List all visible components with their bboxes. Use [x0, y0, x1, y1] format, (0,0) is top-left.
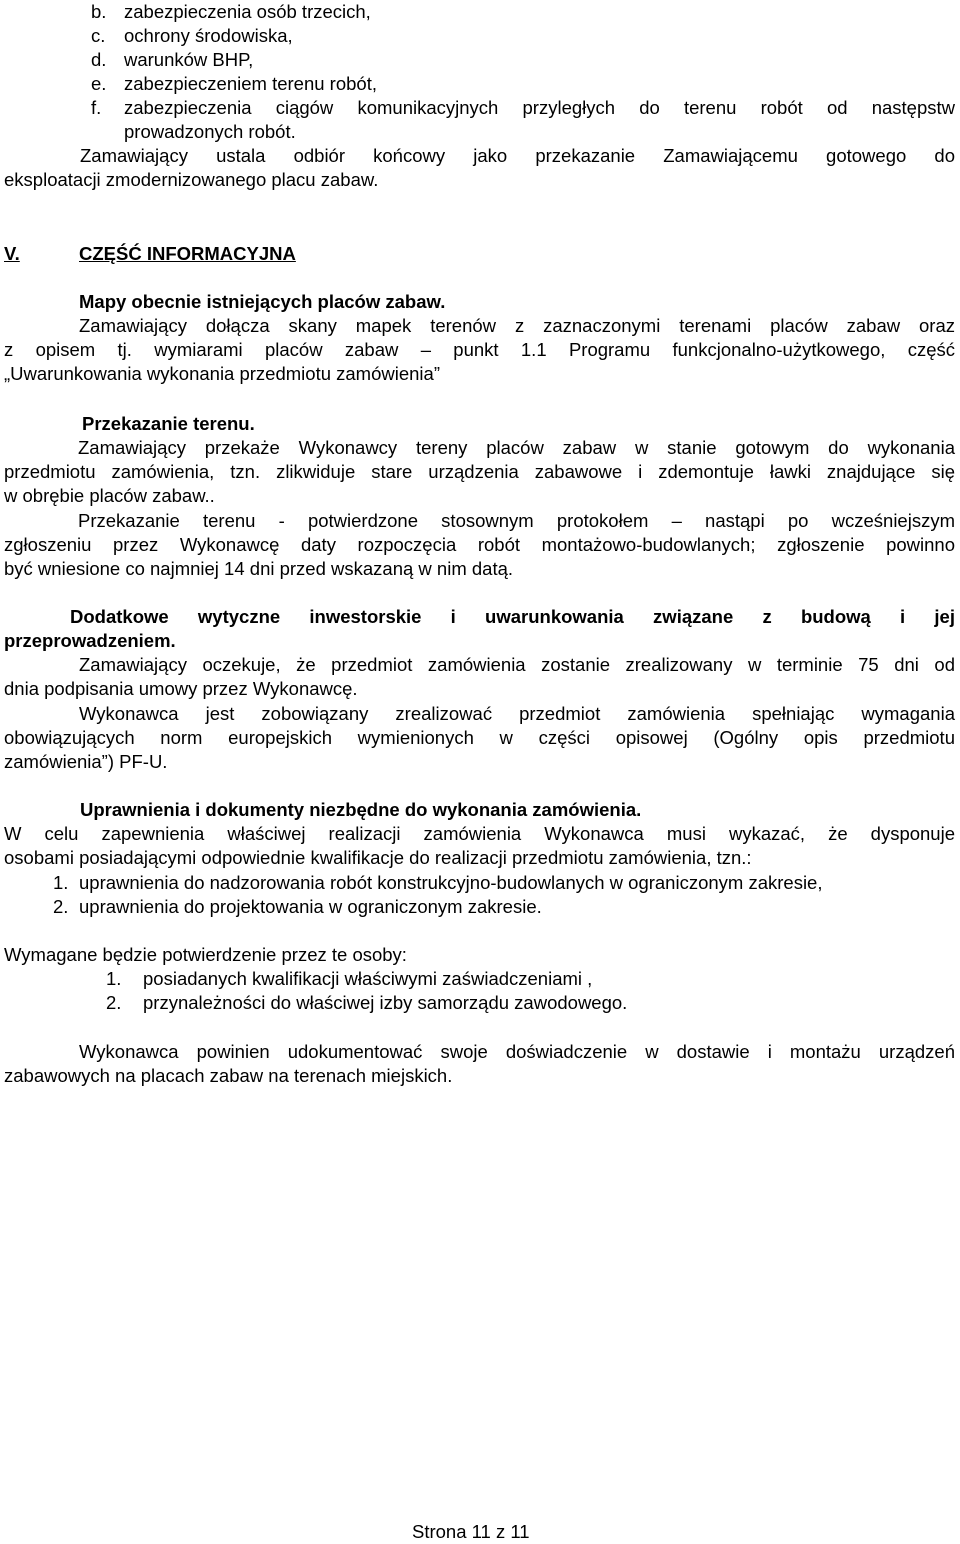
list-marker: 1. [106, 968, 122, 989]
list-item [91, 0, 371, 24]
paragraph-line: w obrębie placów zabaw.. [4, 485, 215, 506]
paragraph-line: W celu zapewnienia właściwej realizacji zamówienia Wykonawca musi wykazać, że dysponuje [4, 823, 955, 844]
paragraph-line: Zamawiający przekaże Wykonawcy tereny placów zabaw w stanie gotowym do wykonania [78, 437, 955, 458]
paragraph-line: osobami posiadającymi odpowiednie kwalifikacje do realizacji przedmiotu zamówienia, tzn.: [4, 847, 752, 868]
paragraph-line: zgłoszeniu przez Wykonawcę daty rozpoczęcia robót montażowo-budowlanych; zgłoszenie powinno [4, 534, 955, 555]
page-number: Strona 11 z 11 [412, 1521, 530, 1542]
list-marker: c. [91, 25, 106, 46]
list-item [91, 72, 377, 96]
list-item-continuation: prowadzonych robót. [124, 121, 296, 142]
paragraph-line: zamówienia”) PF-U. [4, 751, 168, 772]
subsection-heading: Mapy obecnie istniejących placów zabaw. [79, 291, 446, 312]
list-marker: 2. [53, 896, 69, 917]
section-number: V. [4, 243, 20, 264]
paragraph-line: Wykonawca powinien udokumentować swoje doświadczenie w dostawie i montażu urządzeń [79, 1041, 955, 1062]
list-marker: 1. [53, 872, 69, 893]
list-item-text: uprawnienia do nadzorowania robót konstrukcyjno-budowlanych w ograniczonym zakresie, [79, 872, 823, 893]
subsection-heading: Przekazanie terenu. [82, 413, 255, 434]
list-marker: b. [91, 1, 107, 22]
list-item [91, 96, 955, 120]
list-item [91, 48, 253, 72]
subsection-heading: Dodatkowe wytyczne inwestorskie i uwarunkowania związane z budową i jej [70, 606, 955, 627]
paragraph-line: zabawowych na placach zabaw na terenach miejskich. [4, 1065, 453, 1086]
list-item [53, 871, 823, 895]
paragraph-line: dnia podpisania umowy przez Wykonawcę. [4, 678, 358, 699]
list-item [106, 967, 592, 991]
list-item [53, 895, 542, 919]
list-item-text: posiadanych kwalifikacji właściwymi zaświadczeniami , [143, 968, 593, 989]
list-item-text: ochrony środowiska, [124, 25, 293, 46]
paragraph-line: Wykonawca jest zobowiązany zrealizować przedmiot zamówienia spełniając wymagania [79, 703, 955, 724]
paragraph-line: Zamawiający dołącza skany mapek terenów z zaznaczonymi terenami placów zabaw oraz [79, 315, 955, 336]
paragraph-line: być wniesione co najmniej 14 dni przed wskazaną w nim datą. [4, 558, 514, 579]
list-marker: d. [91, 49, 107, 70]
paragraph-line: Wymagane będzie potwierdzenie przez te osoby: [4, 944, 407, 965]
paragraph-line: Zamawiający ustala odbiór końcowy jako przekazanie Zamawiającemu gotowego do [80, 145, 955, 166]
paragraph-line: obowiązujących norm europejskich wymienionych w części opisowej (Ogólny opis przedmiotu [4, 727, 955, 748]
list-item-text: warunków BHP, [124, 49, 254, 70]
subsection-heading: Uprawnienia i dokumenty niezbędne do wykonania zamówienia. [80, 799, 642, 820]
paragraph-line: Zamawiający oczekuje, że przedmiot zamówienia zostanie zrealizowany w terminie 75 dni od [79, 654, 955, 675]
list-marker: 2. [106, 992, 122, 1013]
paragraph-line: z opisem tj. wymiarami placów zabaw – punkt 1.1 Programu funkcjonalno-użytkowego, część [4, 339, 955, 360]
section-title: CZĘŚĆ INFORMACYJNA [79, 243, 296, 264]
list-item-text: zabezpieczenia ciągów komunikacyjnych przyległych do terenu robót od następstw [124, 97, 955, 118]
list-marker: f. [91, 97, 102, 118]
list-item-text: zabezpieczenia osób trzecich, [124, 1, 371, 22]
paragraph-line: Przekazanie terenu - potwierdzone stosownym protokołem – nastąpi po wcześniejszym [78, 510, 955, 531]
list-item [106, 991, 627, 1015]
list-item-text: zabezpieczeniem terenu robót, [124, 73, 377, 94]
list-item [91, 24, 293, 48]
paragraph-line: „Uwarunkowania wykonania przedmiotu zamówienia” [4, 363, 440, 384]
subsection-heading: przeprowadzeniem. [4, 630, 176, 651]
list-item-text: uprawnienia do projektowania w ograniczonym zakresie. [79, 896, 542, 917]
paragraph-line: eksploatacji zmodernizowanego placu zabaw. [4, 169, 379, 190]
list-item-text: przynależności do właściwej izby samorządu zawodowego. [143, 992, 628, 1013]
paragraph-line: przedmiotu zamówienia, tzn. zlikwiduje stare urządzenia zabawowe i zdemontuje ławki znajdujące się [4, 461, 955, 482]
list-marker: e. [91, 73, 107, 94]
